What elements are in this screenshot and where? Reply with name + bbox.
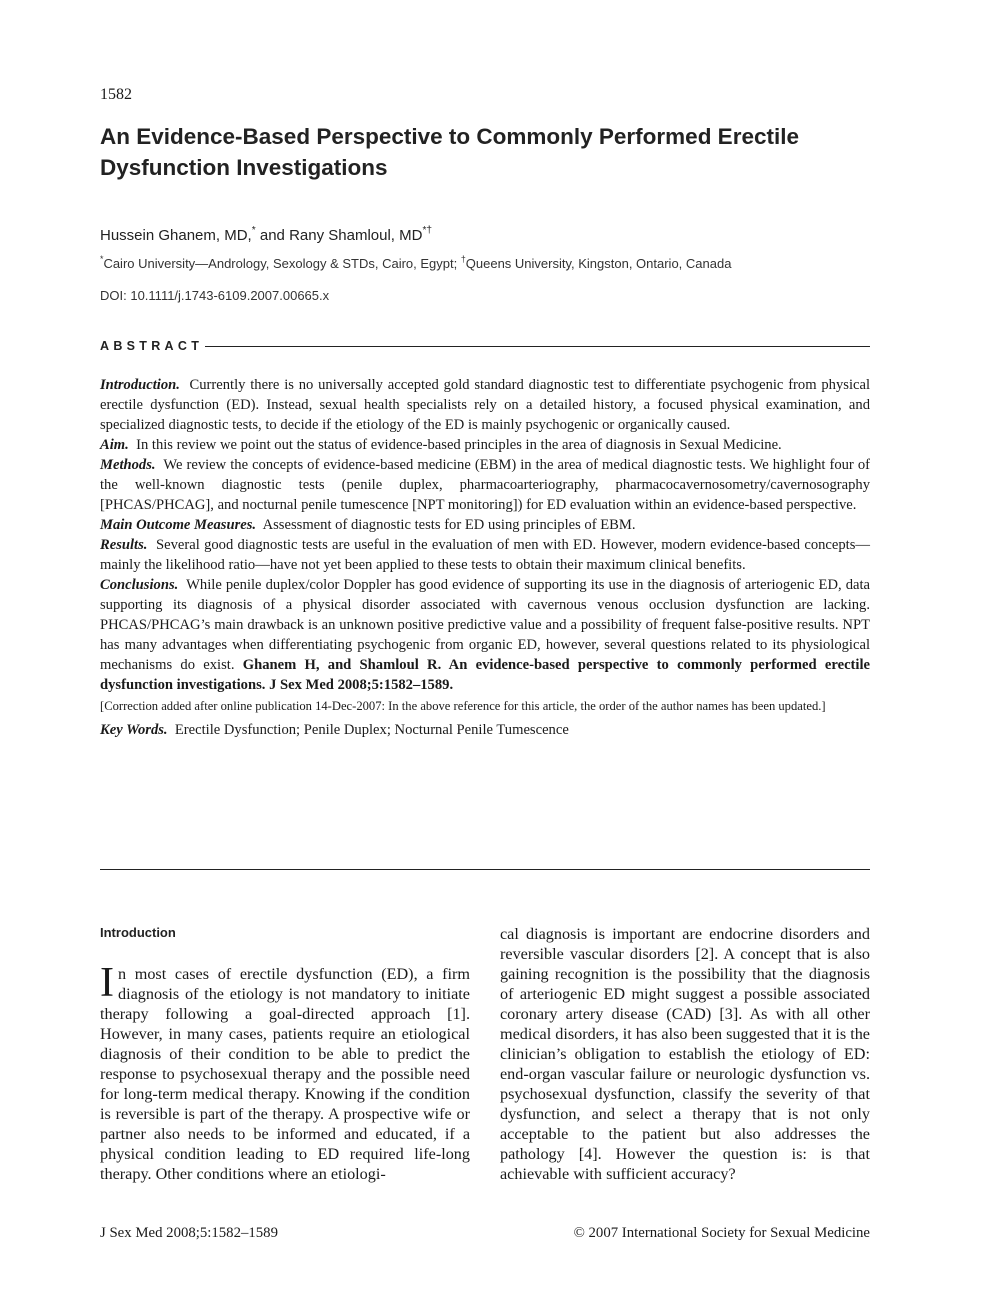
author-line [100, 224, 433, 244]
abstract-results [100, 535, 870, 575]
key-words [100, 720, 870, 740]
author-name: Rany Shamloul, MD [289, 227, 423, 244]
paragraph-text: n most cases of erectile dysfunction (ED), a firm diagnosis of the etiology is not mandatory to initiate therapy following a goal-directed approach [1]. However, in many cases, patients require an etiological diagnosis of their condition to be able to predict the response to psychosexual therapy and the possible need for long-term medical therapy. Knowing if the condition is reversible is part of the therapy. A prospective wife or partner also needs to be informed and educated, if a physical condition leading to ED required life-long therapy. Other conditions where an etiologi- [100, 965, 470, 1183]
section-text: Assessment of diagnostic tests for ED using principles of EBM. [262, 517, 636, 533]
affiliation-mark: * [100, 253, 104, 264]
body-column-right [500, 924, 870, 1184]
abstract-main-outcome [100, 515, 870, 535]
section-label: Aim. [100, 437, 129, 453]
introduction-heading: Introduction [100, 925, 176, 940]
author-connector: and [255, 227, 290, 244]
affiliation-text: Cairo University—Andrology, Sexology & STDs, Cairo, Egypt; [103, 256, 461, 271]
abstract-body [100, 375, 870, 740]
correction-note: [Correction added after online publication 14-Dec-2007: In the above reference for this article, the order of the author names has been updated.] [100, 699, 826, 713]
article-title: An Evidence-Based Perspective to Commonly Performed Erectile Dysfunction Investigations [100, 124, 799, 180]
abstract-heading: ABSTRACT [100, 339, 204, 353]
section-text: In this review we point out the status of evidence-based principles in the area of diagnosis in Sexual Medicine. [136, 437, 782, 453]
section-text: Currently there is no universally accepted gold standard diagnostic test to differentiate psychogenic from physical erectile dysfunction (ED). Instead, sexual health specialists rely on a detailed history, a focused physical examination, and specialized diagnostic tests, to decide if the etiology of the ED is mainly psychogenic or organically caused. [100, 377, 871, 433]
affiliation-mark: † [460, 253, 466, 264]
abstract-introduction [100, 375, 870, 435]
section-label: Results. [100, 537, 148, 553]
affiliations [100, 253, 732, 271]
author-mark: *† [422, 224, 433, 236]
footer-citation: J Sex Med 2008;5:1582–1589 [100, 1225, 278, 1241]
footer-copyright: © 2007 International Society for Sexual Medicine [573, 1225, 870, 1241]
paragraph [100, 960, 470, 1184]
doi: DOI: 10.1111/j.1743-6109.2007.00665.x [100, 288, 330, 303]
journal-page [100, 0, 870, 1305]
section-label: Conclusions. [100, 577, 179, 593]
section-text: We review the concepts of evidence-based medicine (EBM) in the area of medical diagnostic tests. We highlight four of the well-known diagnostic tests (penile duplex, pharmacoarteriography, pharmacocavernosometry/cavernosography [PHCAS/PHCAG], and nocturnal penile tumescence [NPT monitoring]) for ED evaluation within an evidence-based perspective. [100, 457, 870, 513]
abstract-methods [100, 455, 870, 515]
abstract-header [100, 339, 870, 353]
paragraph: cal diagnosis is important are endocrine disorders and reversible vascular disorders [2]. A concept that is also gaining recognition is the possibility that the diagnosis of arteriogenic ED might suggest a possible associated coronary artery disease (CAD) [3]. As with all other medical disorders, it has also been suggested that it is the clinician’s obligation to establish the etiology of ED: end-organ vascular failure or neurologic dysfunction vs. psychosexual dysfunction, classify the severity of that dysfunction, and select a therapy that is not only acceptable to the patient but also addresses the pathology [4]. However the question is: is that achievable with sufficient accuracy? [500, 925, 870, 1183]
page-number: 1582 [100, 86, 132, 103]
section-label: Key Words. [100, 722, 168, 738]
abstract-conclusions [100, 575, 870, 695]
citation: Ghanem H, and Shamloul R. An evidence-based perspective to commonly performed erectile dysfunction investigations. J Sex Med 2008;5:1582–1589. [100, 657, 870, 693]
section-text: While penile duplex/color Doppler has good evidence of supporting its use in the diagnosis of arteriogenic ED, data supporting its diagnosis of a physical disorder associated with cavernous venous occlusion dysfunction are lacking. PHCAS/PHCAG’s main drawback is an unknown positive predictive value and a possibility of frequent false-positive results. NPT has many advantages when differentiating psychogenic from organic ED, however, several questions related to its physiological mechanisms do exist. [100, 577, 870, 673]
section-divider [100, 869, 870, 870]
section-text: Several good diagnostic tests are useful in the evaluation of men with ED. However, modern evidence-based concepts—mainly the likelihood ratio—have not yet been applied to these tests to obtain their maximum clinical benefits. [100, 537, 871, 573]
abstract-rule [205, 346, 870, 347]
body-column-left [100, 960, 470, 1184]
section-label: Introduction. [100, 377, 180, 393]
abstract-aim [100, 435, 870, 455]
drop-cap: I [100, 960, 114, 1006]
section-label: Methods. [100, 457, 156, 473]
keywords-text: Erectile Dysfunction; Penile Duplex; Nocturnal Penile Tumescence [174, 722, 569, 738]
author-mark: * [251, 224, 256, 236]
section-label: Main Outcome Measures. [100, 517, 257, 533]
author-name: Hussein Ghanem, MD, [100, 227, 252, 244]
affiliation-text: Queens University, Kingston, Ontario, Canada [465, 256, 732, 271]
